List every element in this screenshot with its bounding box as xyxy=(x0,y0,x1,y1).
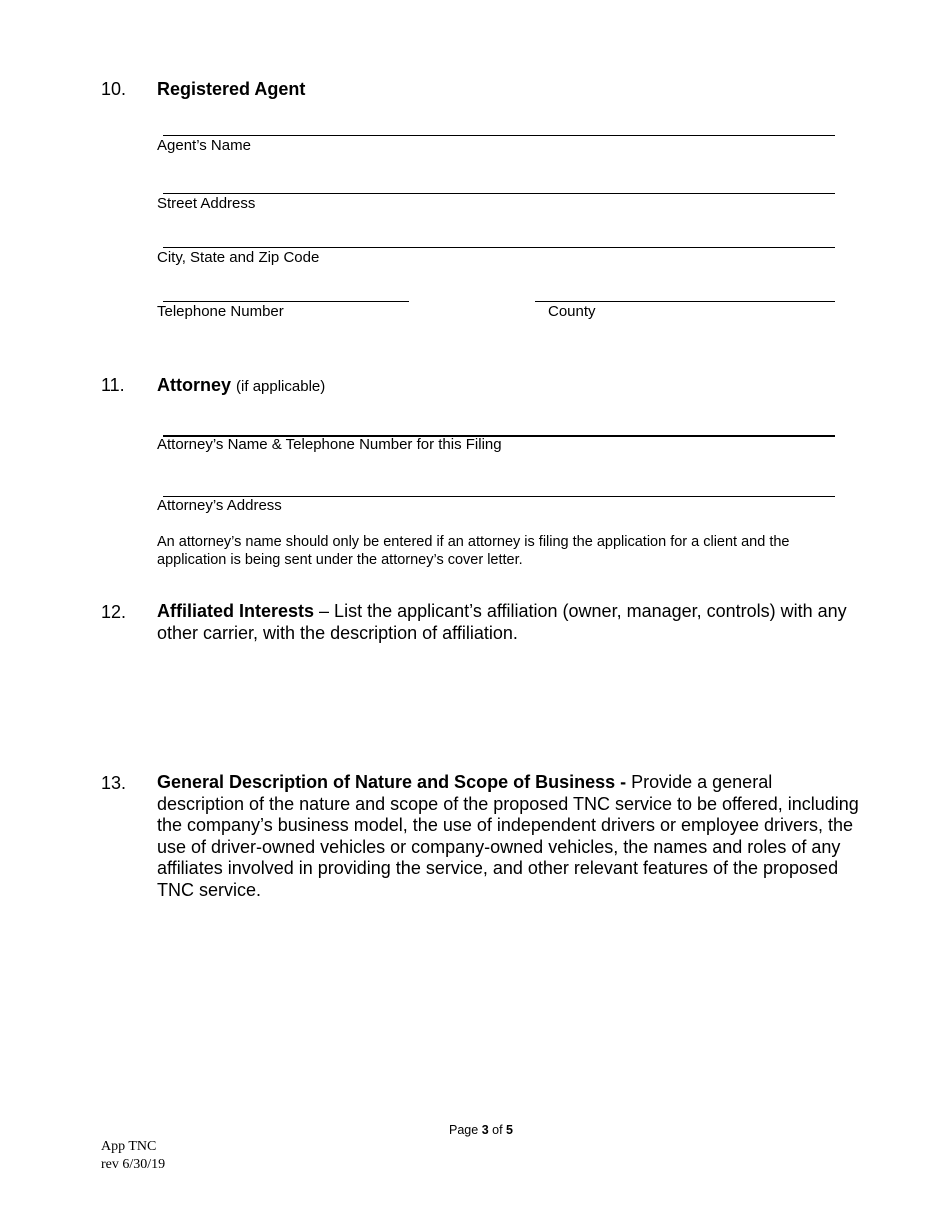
section-11-number: 11. xyxy=(101,375,125,395)
agent-name-label: Agent’s Name xyxy=(157,137,251,154)
attorney-name-phone-label: Attorney’s Name & Telephone Number for this Filing xyxy=(157,436,502,453)
form-name: App TNC xyxy=(101,1139,157,1154)
section-13-paragraph xyxy=(157,772,862,901)
page-total: 5 xyxy=(506,1123,513,1137)
street-address-field[interactable] xyxy=(163,193,835,194)
page-indicator xyxy=(449,1123,513,1137)
section-12-title: Affiliated Interests xyxy=(157,601,315,621)
page-prefix: Page xyxy=(449,1123,479,1137)
city-state-zip-field[interactable] xyxy=(163,247,835,248)
telephone-field[interactable] xyxy=(163,301,409,302)
attorney-note: An attorney’s name should only be entered if an attorney is filing the application for a client and the application is being sent under the attorney’s cover letter. xyxy=(157,534,790,568)
section-12-number: 12. xyxy=(101,602,127,622)
form-revision: rev 6/30/19 xyxy=(101,1157,166,1172)
page-of: of xyxy=(492,1123,503,1137)
section-11-heading xyxy=(157,375,325,396)
street-address-label: Street Address xyxy=(157,195,256,212)
section-12-paragraph xyxy=(157,601,847,644)
form-identifier xyxy=(101,1138,165,1174)
attorney-address-label: Attorney’s Address xyxy=(157,497,282,514)
section-11-title-suffix: (if applicable) xyxy=(236,378,326,395)
county-label: County xyxy=(548,303,596,320)
section-11-title: Attorney xyxy=(157,375,232,395)
agent-name-field[interactable] xyxy=(163,135,835,136)
section-13-title: General Description of Nature and Scope of Business - xyxy=(157,772,627,792)
page-current: 3 xyxy=(481,1123,489,1137)
section-10-title: Registered Agent xyxy=(157,79,306,99)
city-state-zip-label: City, State and Zip Code xyxy=(157,249,320,266)
section-12-body: – List the applicant’s affiliation (owner, manager, controls) with any other carrier, with the description of affiliation. xyxy=(157,601,847,643)
section-10-number: 10. xyxy=(101,79,127,99)
county-field[interactable] xyxy=(535,301,835,302)
telephone-label: Telephone Number xyxy=(157,303,284,320)
section-13-number: 13. xyxy=(101,773,127,793)
section-13-body: Provide a general description of the nature and scope of the proposed TNC service to be offered, including the company’s business model, the use of independent drivers or employee drivers, the use of driver-owned vehicles or company-owned vehicles, the names and roles of any affiliates involved in providing the service, and other relevant features of the proposed TNC service. xyxy=(157,772,859,900)
